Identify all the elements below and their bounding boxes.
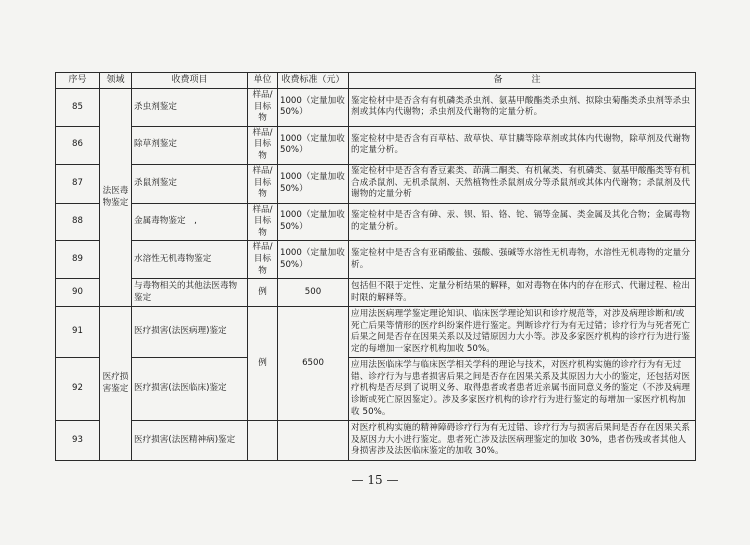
row-item: 水溶性无机毒物鉴定 — [132, 241, 248, 279]
domain-cell-toxicology: 法医毒物鉴定 — [100, 89, 132, 307]
table-row — [56, 164, 696, 203]
row-seq: 92 — [56, 358, 100, 421]
row-fee: 6500 — [278, 307, 349, 421]
row-fee: 1000（定量加收 50%） — [278, 241, 349, 279]
row-seq: 87 — [56, 164, 100, 203]
row-fee: 1000（定量加收 50%） — [278, 89, 349, 127]
row-item: 杀虫剂鉴定 — [132, 89, 248, 127]
table-header-row — [56, 73, 696, 89]
row-seq: 89 — [56, 241, 100, 279]
header-seq: 序号 — [56, 73, 100, 89]
row-unit: 样品/目标物 — [248, 126, 278, 164]
row-seq: 93 — [56, 421, 100, 461]
row-note: 包括但不限于定性、定量分析结果的解释，如对毒物在体内的存在形式、代谢过程、检出时限的解释等。 — [349, 279, 696, 307]
row-fee: 1000（定量加收 50%） — [278, 126, 349, 164]
fee-table — [55, 72, 696, 461]
row-seq: 86 — [56, 126, 100, 164]
row-item: 医疗损害(法医精神病)鉴定 — [132, 421, 248, 461]
row-unit: 样品/目标物 — [248, 203, 278, 241]
table-row — [56, 203, 696, 241]
header-note: 备 注 — [349, 73, 696, 89]
table-row — [56, 89, 696, 127]
page-number: — 15 — — [351, 473, 399, 487]
row-unit: 样品/目标物 — [248, 164, 278, 203]
table-row — [56, 279, 696, 307]
row-unit: 样品/目标物 — [248, 241, 278, 279]
table-row — [56, 421, 696, 461]
row-note: 应用法医临床学与临床医学相关学科的理论与技术，对医疗机构实施的诊疗行为有无过错、诊疗行为与患者损害后果之间是否存在因果关系及其原因力大小的鉴定，还包括对医疗机构是否尽到了说明义务、取得患者或者患者近亲属书面同意义务的鉴定（不涉及病理诊断或死亡原因鉴定）。涉及多家医疗机构的诊疗行为进行鉴定的每增加一家医疗机构加收 50%。 — [349, 358, 696, 421]
table-row — [56, 241, 696, 279]
header-fee: 收费标准（元） — [278, 73, 349, 89]
row-fee — [278, 421, 349, 461]
header-unit: 单位 — [248, 73, 278, 89]
row-note: 鉴定检材中是否含有砷、汞、钡、铅、铬、铊、镉等金属、类金属及其化合物；金属毒物的定量分析。 — [349, 203, 696, 241]
row-unit: 例 — [248, 279, 278, 307]
row-note: 对医疗机构实施的精神障碍诊疗行为有无过错、诊疗行为与损害后果间是否存在因果关系及原因力大小进行鉴定。患者死亡涉及法医病理鉴定的加收 30%，患者伤残或者其他人身损害涉及法医临床鉴定的加收 30%。 — [349, 421, 696, 461]
row-unit: 样品/目标物 — [248, 89, 278, 127]
row-item: 金属毒物鉴定 , — [132, 203, 248, 241]
row-note: 鉴定检材中是否含有有机磷类杀虫剂、氨基甲酸酯类杀虫剂、拟除虫菊酯类杀虫剂等杀虫剂或其体内代谢物；杀虫剂及代谢物的定量分析。 — [349, 89, 696, 127]
row-item: 除草剂鉴定 — [132, 126, 248, 164]
row-fee: 1000（定量加收 50%） — [278, 203, 349, 241]
row-seq: 85 — [56, 89, 100, 127]
row-note: 应用法医病理学鉴定理论知识、临床医学理论知识和诊疗规范等，对涉及病理诊断和/或死亡后果等情形的医疗纠纷案件进行鉴定。判断诊疗行为有无过错；诊疗行为与死者死亡后果之间是否存在因果关系以及过错原因力大小等。涉及多家医疗机构的诊疗行为进行鉴定的每增加一家医疗机构加收 50%。 — [349, 307, 696, 358]
row-item: 医疗损害(法医病理)鉴定 — [132, 307, 248, 358]
table-row — [56, 126, 696, 164]
domain-cell-medical: 医疗损害鉴定 — [100, 307, 132, 461]
table-row — [56, 307, 696, 358]
row-unit: 例 — [248, 307, 278, 421]
row-seq: 91 — [56, 307, 100, 358]
row-unit — [248, 421, 278, 461]
row-note: 鉴定检材中是否含有百草枯、敌草快、草甘膦等除草剂或其体内代谢物，除草剂及代谢物的定量分析。 — [349, 126, 696, 164]
row-fee: 1000（定量加收 50%） — [278, 164, 349, 203]
row-item: 与毒物相关的其他法医毒物鉴定 — [132, 279, 248, 307]
row-item: 医疗损害(法医临床)鉴定 — [132, 358, 248, 421]
table-row — [56, 358, 696, 421]
row-fee: 500 — [278, 279, 349, 307]
header-domain: 领域 — [100, 73, 132, 89]
row-item: 杀鼠剂鉴定 — [132, 164, 248, 203]
header-item: 收费项目 — [132, 73, 248, 89]
row-note: 鉴定检材中是否含有亚硝酸盐、强酸、强碱等水溶性无机毒物，水溶性无机毒物的定量分析。 — [349, 241, 696, 279]
row-note: 鉴定检材中是否含有香豆素类、茚满二酮类、有机氟类、有机磷类、氨基甲酸酯类等有机合成杀鼠剂、无机杀鼠剂、天然植物性杀鼠剂成分等杀鼠剂或其体内代谢物；杀鼠剂及代谢物的定量分析 — [349, 164, 696, 203]
row-seq: 88 — [56, 203, 100, 241]
row-seq: 90 — [56, 279, 100, 307]
